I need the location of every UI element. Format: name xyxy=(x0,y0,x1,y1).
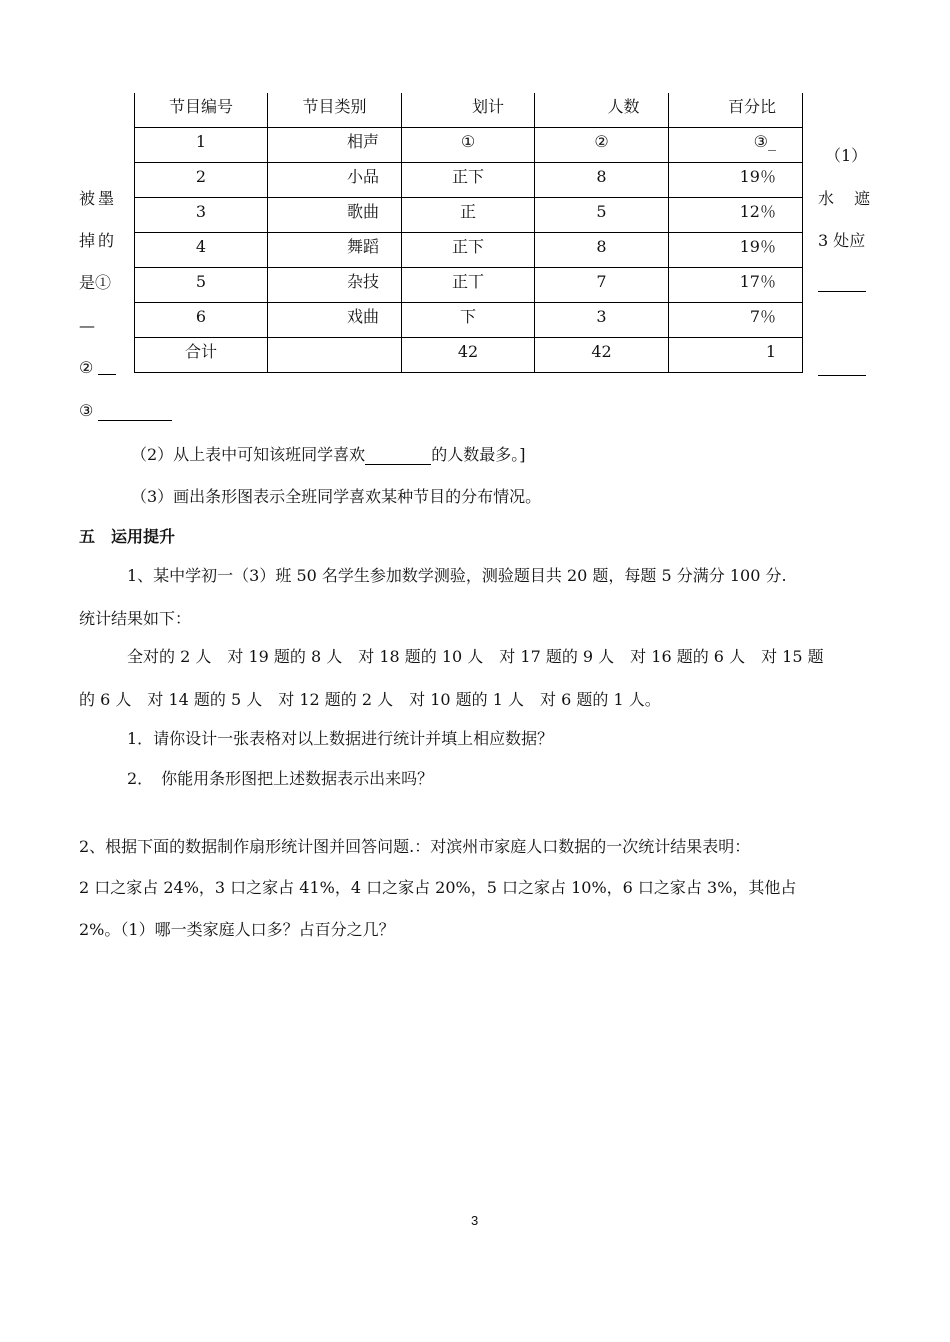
page-number: 3 xyxy=(471,1213,479,1228)
table-cell: 下 xyxy=(402,303,535,338)
header-cell: 人数 xyxy=(535,93,669,128)
table-cell: 3 xyxy=(535,303,669,338)
question-1-text: ② xyxy=(79,358,94,377)
table-row xyxy=(135,198,803,233)
question-2 xyxy=(131,442,525,465)
question-1-text: 是① xyxy=(79,273,112,292)
table-cell: 小品 xyxy=(268,163,402,198)
table-cell: 歌曲 xyxy=(268,198,402,233)
table-cell: 5 xyxy=(535,198,669,233)
answer-blank[interactable] xyxy=(365,445,431,465)
problem-1-text: 统计结果如下： xyxy=(79,609,192,628)
table-cell: 8 xyxy=(535,233,669,268)
table-row xyxy=(135,233,803,268)
table-row xyxy=(135,128,803,163)
table-cell: 7 xyxy=(535,268,669,303)
header-cell: 节目编号 xyxy=(135,93,268,128)
table-cell: ② xyxy=(535,128,669,163)
table-row xyxy=(135,163,803,198)
problem-1-text: 的 6 人 对 14 题的 5 人 对 12 题的 2 人 对 10 题的 1 人 对 6 题的 1 人。 xyxy=(79,690,661,709)
program-table xyxy=(134,93,803,373)
table-cell: 正下 xyxy=(402,233,535,268)
problem-1-question: 1．请你设计一张表格对以上数据进行统计并填上相应数据？ xyxy=(127,729,554,748)
question-1-text: 3 处应 xyxy=(818,231,866,250)
table-cell: 舞蹈 xyxy=(268,233,402,268)
header-cell: 百分比 xyxy=(669,93,803,128)
table-cell: 4 xyxy=(135,233,268,268)
answer-blank[interactable] xyxy=(818,375,866,376)
problem-1-question: 2． 你能用条形图把上述数据表示出来吗？ xyxy=(127,769,434,788)
header-cell: 节目类别 xyxy=(268,93,402,128)
table-cell: 相声 xyxy=(268,128,402,163)
table-cell: 17％ xyxy=(669,268,803,303)
table-total-row xyxy=(135,338,803,373)
table-cell: 19％ xyxy=(669,233,803,268)
question-1-text: 掉的 xyxy=(79,231,118,250)
question-1-number: （1） xyxy=(825,146,868,165)
table-cell: 19％ xyxy=(669,163,803,198)
problem-1-text: 全对的 2 人 对 19 题的 8 人 对 18 题的 10 人 对 17 题的 9 人 对 16 题的 6 人 对 15 题 xyxy=(127,647,824,666)
question-2-text: （2）从上表中可知该班同学喜欢 xyxy=(131,445,366,464)
table-cell: 6 xyxy=(135,303,268,338)
table-cell: 杂技 xyxy=(268,268,402,303)
table-cell: ① xyxy=(402,128,535,163)
problem-1-text: 1、某中学初一（3）班 50 名学生参加数学测验，测验题目共 20 题，每题 5 分满分 100 分. xyxy=(127,566,787,585)
question-1-text: ③ xyxy=(79,401,94,420)
answer-blank[interactable] xyxy=(98,374,116,375)
question-1-text: 被墨 xyxy=(79,189,118,208)
table-cell: 7％ xyxy=(669,303,803,338)
table-cell xyxy=(268,338,402,373)
table-cell: 正丅 xyxy=(402,268,535,303)
table-cell: 1 xyxy=(135,128,268,163)
table-row xyxy=(135,268,803,303)
table-cell: 戏曲 xyxy=(268,303,402,338)
header-cell: 划计 xyxy=(402,93,535,128)
problem-2-text: 2 口之家占 24%，3 口之家占 41%，4 口之家占 20%，5 口之家占 10%，6 口之家占 3%，其他占 xyxy=(79,878,797,897)
answer-blank[interactable] xyxy=(98,420,172,421)
table-cell: 5 xyxy=(135,268,268,303)
table-cell: ③_ xyxy=(669,128,803,163)
table-cell: 2 xyxy=(135,163,268,198)
question-2-tail: 的人数最多。] xyxy=(431,445,526,464)
table-cell: 12％ xyxy=(669,198,803,233)
problem-2-text: 2%。（1）哪一类家庭人口多？占百分之几？ xyxy=(79,920,395,939)
question-1-text: 水 遮 xyxy=(818,189,873,208)
table-cell: 正 xyxy=(402,198,535,233)
question-3: （3）画出条形图表示全班同学喜欢某种节目的分布情况。 xyxy=(131,487,542,506)
question-1-text: — xyxy=(79,316,95,335)
table-cell: 3 xyxy=(135,198,268,233)
problem-2-text: 2、根据下面的数据制作扇形统计图并回答问题.：对滨州市家庭人口数据的一次统计结果表明： xyxy=(79,837,751,856)
table-cell: 42 xyxy=(402,338,535,373)
table-cell: 正下 xyxy=(402,163,535,198)
section-title: 五 运用提升 xyxy=(79,527,176,546)
table-cell: 8 xyxy=(535,163,669,198)
table-cell: 合计 xyxy=(135,338,268,373)
table-cell: 1 xyxy=(669,338,803,373)
table-cell: 42 xyxy=(535,338,669,373)
table-header-row xyxy=(135,93,803,128)
table-row xyxy=(135,303,803,338)
answer-blank[interactable] xyxy=(818,291,866,292)
